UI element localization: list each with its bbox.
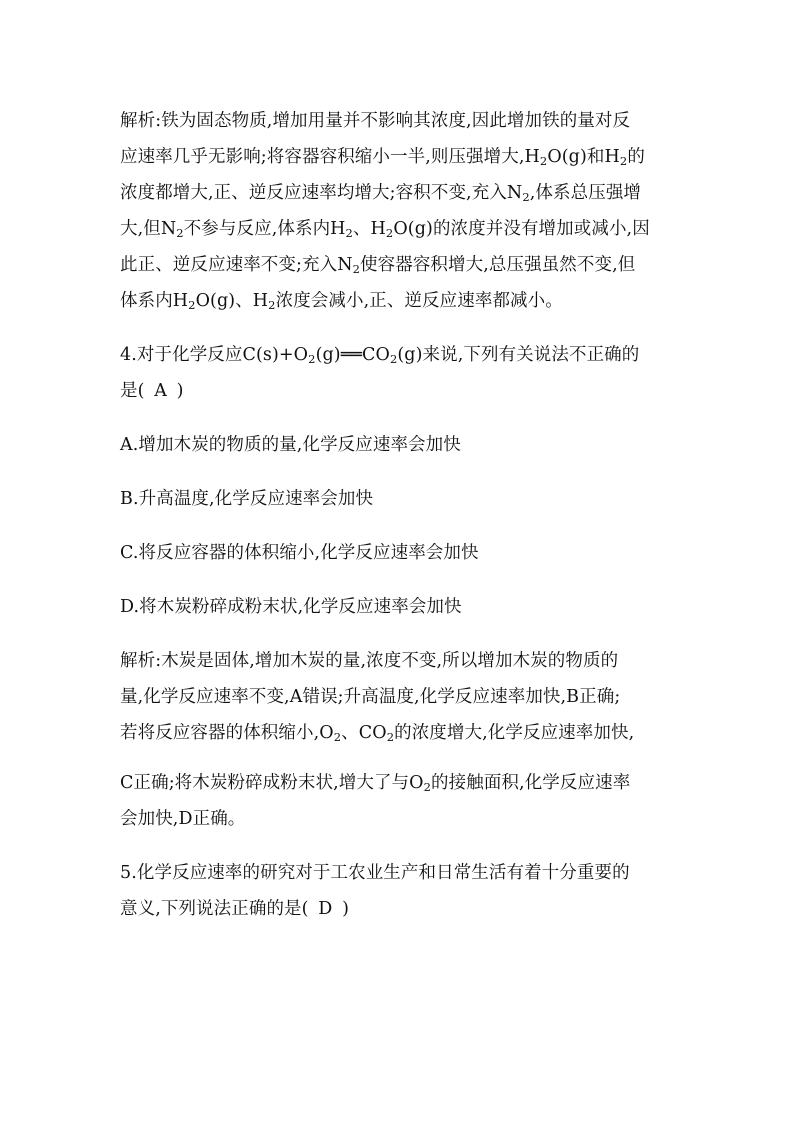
spacer (120, 625, 680, 643)
question-5-stem-line-1: 5.化学反应速率的研究对于工农业生产和日常生活有着十分重要的 (120, 863, 630, 883)
analysis-q4-line-5: 会加快,D正确。 (120, 809, 246, 829)
analysis-q4-line-1: 解析:木炭是固体,增加木炭的量,浓度不变,所以增加木炭的物质的 (120, 651, 619, 671)
analysis-q3-line-1: 解析:铁为固态物质,增加用量并不影响其浓度,因此增加铁的量对反 (120, 111, 631, 131)
question-4-stem-line-2: 是( A ) (120, 373, 680, 409)
analysis-q3-line-3: 浓度都增大,正、逆反应速率均增大;容积不变,充入$N_2$,体系总压强增 (120, 183, 642, 204)
question-5-answer: D (318, 899, 333, 919)
analysis-q3-line-4: 大,但$N_2$不参与反应,体系内$H_2$、$H_2O(g)$的浓度并没有增加或减小,因 (120, 219, 650, 240)
spacer (120, 319, 680, 337)
analysis-q4 (120, 643, 680, 837)
question-5 (120, 855, 680, 927)
spacer (120, 517, 680, 535)
analysis-q4-line-4: C正确;将木炭粉碎成粉末状,增大了与$O_2$的接触面积,化学反应速率 (120, 773, 631, 794)
question-5-stem-line-2: 意义,下列说法正确的是( D ) (120, 891, 680, 927)
analysis-q3-line-2: 应速率几乎无影响;将容器容积缩小一半,则压强增大$,H_2O(g)$和$H_2$的 (120, 147, 645, 168)
question-4-option-c: C.将反应容器的体积缩小,化学反应速率会加快 (120, 543, 479, 563)
question-4-option-a: A.增加木炭的物质的量,化学反应速率会加快 (120, 435, 461, 455)
analysis-q3-line-6: 体系内$H_2O(g)$、$H_2$浓度会减小,正、逆反应速率都减小。 (120, 291, 563, 312)
question-4-answer: A (154, 381, 167, 401)
analysis-q3-line-5: 此正、逆反应速率不变;充入$N_2$使容器容积增大,总压强虽然不变,但 (120, 255, 636, 276)
spacer (120, 837, 680, 855)
question-4-option-d: D.将木炭粉碎成粉末状,化学反应速率会加快 (120, 597, 462, 617)
question-4-stem-line-1: 4.对于化学反应$C(s)+O_2(g)══CO_2(g)$来说,下列有关说法不正确的 (120, 345, 640, 366)
spacer (120, 751, 680, 765)
document-page (120, 103, 680, 927)
analysis-q4-line-3: 若将反应容器的体积缩小$,O_2$、$CO_2$的浓度增大,化学反应速率加快, (120, 723, 635, 744)
question-4-option-b: B.升高温度,化学反应速率会加快 (120, 489, 374, 509)
question-4 (120, 337, 680, 837)
analysis-q3 (120, 103, 680, 319)
spacer (120, 463, 680, 481)
analysis-q4-line-2: 量,化学反应速率不变,A错误;升高温度,化学反应速率加快,B正确; (120, 687, 621, 707)
spacer (120, 571, 680, 589)
spacer (120, 409, 680, 427)
